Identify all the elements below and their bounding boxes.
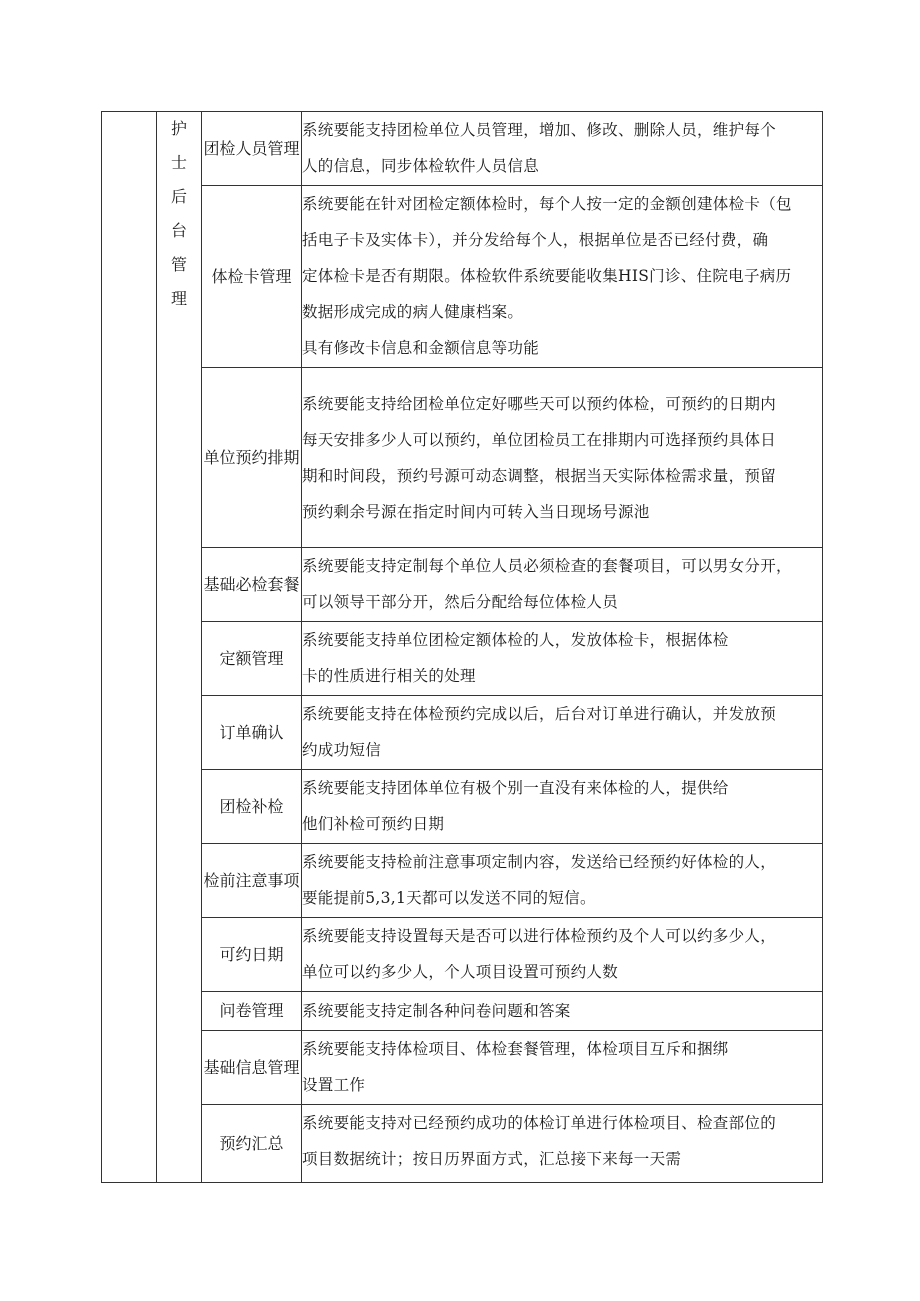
description-line: 每天安排多少人可以预约，单位团检员工在排期内可选择预约具体日: [302, 430, 777, 449]
group-label-cell: [157, 112, 202, 1183]
description-line: 系统要能支持给团检单位定好哪些天可以预约体检，可预约的日期内: [302, 394, 777, 413]
description-line: 要能提前5,3,1天都可以发送不同的短信。: [302, 889, 596, 907]
table-row: [102, 1031, 823, 1105]
group-label-char: 护: [170, 119, 187, 138]
description-line: 系统要能支持体检项目、体检套餐管理，体检项目互斥和捆绑: [302, 1040, 729, 1058]
table-row: [102, 770, 823, 844]
description-line: 系统要能支持团检单位人员管理，增加、修改、删除人员，维护每个: [302, 121, 777, 139]
function-description: [302, 186, 823, 368]
description-line: 约成功短信: [302, 741, 382, 759]
function-name: 问卷管理: [202, 992, 302, 1031]
description-line: 设置工作: [302, 1076, 366, 1094]
function-description: [302, 548, 823, 622]
function-name: 团检补检: [202, 770, 302, 844]
description-line: 系统要能支持对已经预约成功的体检订单进行体检项目、检查部位的: [302, 1114, 777, 1132]
table-row: [102, 622, 823, 696]
table-row: [102, 992, 823, 1031]
function-description: [302, 696, 823, 770]
requirements-table: [101, 111, 823, 1183]
function-name: 团检人员管理: [202, 112, 302, 186]
function-name: 预约汇总: [202, 1105, 302, 1183]
description-line: 项目数据统计；按日历界面方式，汇总接下来每一天需: [302, 1150, 682, 1168]
description-line: 卡的性质进行相关的处理: [302, 667, 476, 685]
table-row: [102, 112, 823, 186]
description-line: 系统要能支持团体单位有极个别一直没有来体检的人，提供给: [302, 779, 729, 797]
table-row: [102, 918, 823, 992]
table-row: [102, 1105, 823, 1183]
group-label-char: 后: [170, 187, 187, 206]
function-name: 订单确认: [202, 696, 302, 770]
description-line: 系统要能支持在体检预约完成以后，后台对订单进行确认，并发放预: [302, 705, 777, 723]
function-name: 基础信息管理: [202, 1031, 302, 1105]
description-line: 系统要能支持单位团检定额体检的人，发放体检卡，根据体检: [302, 631, 729, 649]
function-name: 检前注意事项: [202, 844, 302, 918]
function-name: 可约日期: [202, 918, 302, 992]
group-label-char: 理: [170, 289, 187, 308]
function-description: [302, 622, 823, 696]
table-row: [102, 548, 823, 622]
table-row: [102, 696, 823, 770]
description-line: 系统要能支持设置每天是否可以进行体检预约及个人可以约多少人，: [302, 927, 777, 945]
function-description: [302, 770, 823, 844]
blank-column-cell: [102, 112, 157, 1183]
function-name: 体检卡管理: [202, 186, 302, 368]
group-label-char: 台: [170, 221, 187, 240]
function-description: [302, 1105, 823, 1183]
description-line: 单位可以约多少人，个人项目设置可预约人数: [302, 963, 619, 981]
function-description: [302, 992, 823, 1031]
description-line: 括电子卡及实体卡），并分发给每个人，根据单位是否已经付费，确: [302, 231, 769, 249]
description-line: 系统要能支持定制每个单位人员必须检查的套餐项目，可以男女分开，: [302, 557, 792, 575]
table-row: [102, 844, 823, 918]
function-name: 单位预约排期: [202, 368, 302, 548]
table-row: [102, 368, 823, 548]
function-name: 定额管理: [202, 622, 302, 696]
description-line: 系统要能在针对团检定额体检时，每个人按一定的金额创建体检卡（包: [302, 195, 792, 213]
description-line: 具有修改卡信息和金额信息等功能: [302, 339, 540, 357]
group-label-char: 士: [170, 153, 187, 172]
function-description: [302, 1031, 823, 1105]
function-description: [302, 368, 823, 548]
description-line: 数据形成完成的病人健康档案。: [302, 303, 524, 321]
description-line: 系统要能支持检前注意事项定制内容，发送给已经预约好体检的人，: [302, 853, 777, 871]
function-description: [302, 918, 823, 992]
description-line: 预约剩余号源在指定时间内可转入当日现场号源池: [302, 502, 650, 521]
function-description: [302, 112, 823, 186]
description-line: 他们补检可预约日期: [302, 815, 445, 833]
description-line: 可以领导干部分开，然后分配给每位体检人员: [302, 593, 619, 611]
description-line: 系统要能支持定制各种问卷问题和答案: [302, 1002, 571, 1020]
function-description: [302, 844, 823, 918]
function-name: 基础必检套餐: [202, 548, 302, 622]
description-line: 人的信息，同步体检软件人员信息: [302, 157, 540, 175]
description-line: 定体检卡是否有期限。体检软件系统要能收集HIS门诊、住院电子病历: [302, 267, 792, 285]
description-line: 期和时间段，预约号源可动态调整，根据当天实际体检需求量，预留: [302, 466, 777, 485]
table-row: [102, 186, 823, 368]
group-label-char: 管: [170, 255, 187, 274]
